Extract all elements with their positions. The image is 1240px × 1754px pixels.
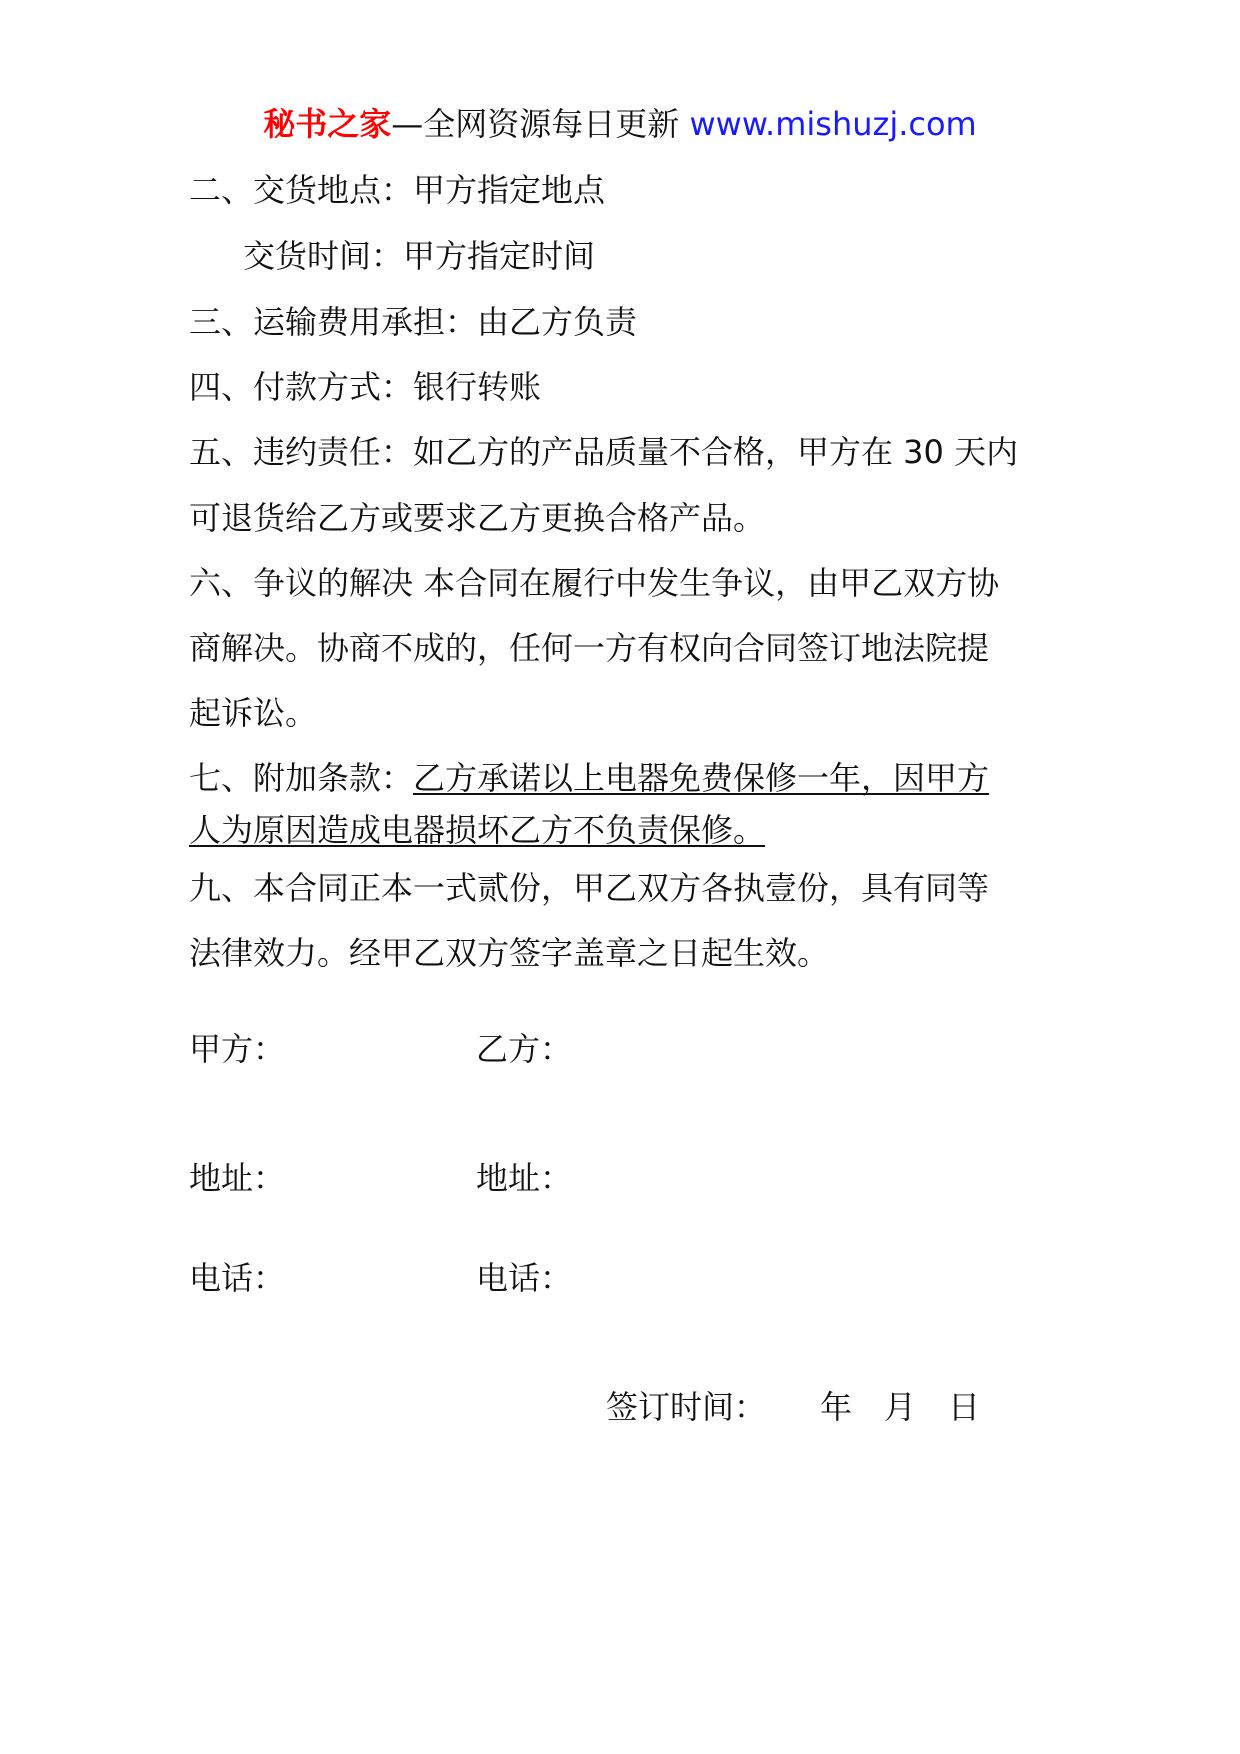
clause-copies-line-2: 法律效力。经甲乙双方签字盖章之日起生效。 — [189, 934, 830, 972]
header-tagline: —全网资源每日更新 — [391, 105, 680, 143]
clause-breach-line-2: 可退货给乙方或要求乙方更换合格产品。 — [189, 499, 766, 537]
address-a-label: 地址： — [189, 1159, 286, 1197]
clause-payment: 四、付款方式：银行转账 — [189, 368, 542, 406]
party-b-label: 乙方： — [476, 1030, 573, 1068]
phone-b-label: 电话： — [476, 1259, 573, 1297]
brand-name: 秘书之家 — [263, 105, 392, 143]
clause-extra-label: 七、附加条款： — [189, 759, 414, 797]
clause-copies-line-1: 九、本合同正本一式贰份，甲乙双方各执壹份，具有同等 — [189, 869, 990, 907]
clause-extra-line-1 — [189, 754, 989, 802]
sign-date-label: 签订时间： — [606, 1388, 767, 1426]
address-b-label: 地址： — [476, 1159, 573, 1197]
sign-date-year: 年 — [820, 1388, 853, 1426]
phone-a-label: 电话： — [189, 1259, 286, 1297]
clause-delivery-place: 二、交货地点：甲方指定地点 — [189, 171, 606, 209]
site-url[interactable]: www.mishuzj.com — [679, 105, 977, 143]
sign-date-month: 月 — [884, 1388, 917, 1426]
clause-dispute-line-1: 六、争议的解决 本合同在履行中发生争议，由甲乙双方协 — [189, 564, 1000, 602]
document-header — [0, 100, 1240, 148]
clause-delivery-time: 交货时间：甲方指定时间 — [243, 237, 596, 275]
clause-breach-line-1: 五、违约责任：如乙方的产品质量不合格，甲方在 30 天内 — [189, 433, 1019, 471]
clause-transport: 三、运输费用承担：由乙方负责 — [189, 303, 638, 341]
clause-dispute-line-2: 商解决。协商不成的，任何一方有权向合同签订地法院提 — [189, 629, 990, 667]
clause-extra-text-1: 乙方承诺以上电器免费保修一年，因甲方 — [413, 759, 990, 797]
clause-extra-line-2 — [189, 806, 765, 854]
clause-dispute-line-3: 起诉讼。 — [189, 694, 318, 732]
sign-date-day: 日 — [948, 1388, 981, 1426]
clause-extra-text-2: 人为原因造成电器损坏乙方不负责保修。 — [189, 811, 766, 849]
party-a-label: 甲方： — [189, 1030, 286, 1068]
